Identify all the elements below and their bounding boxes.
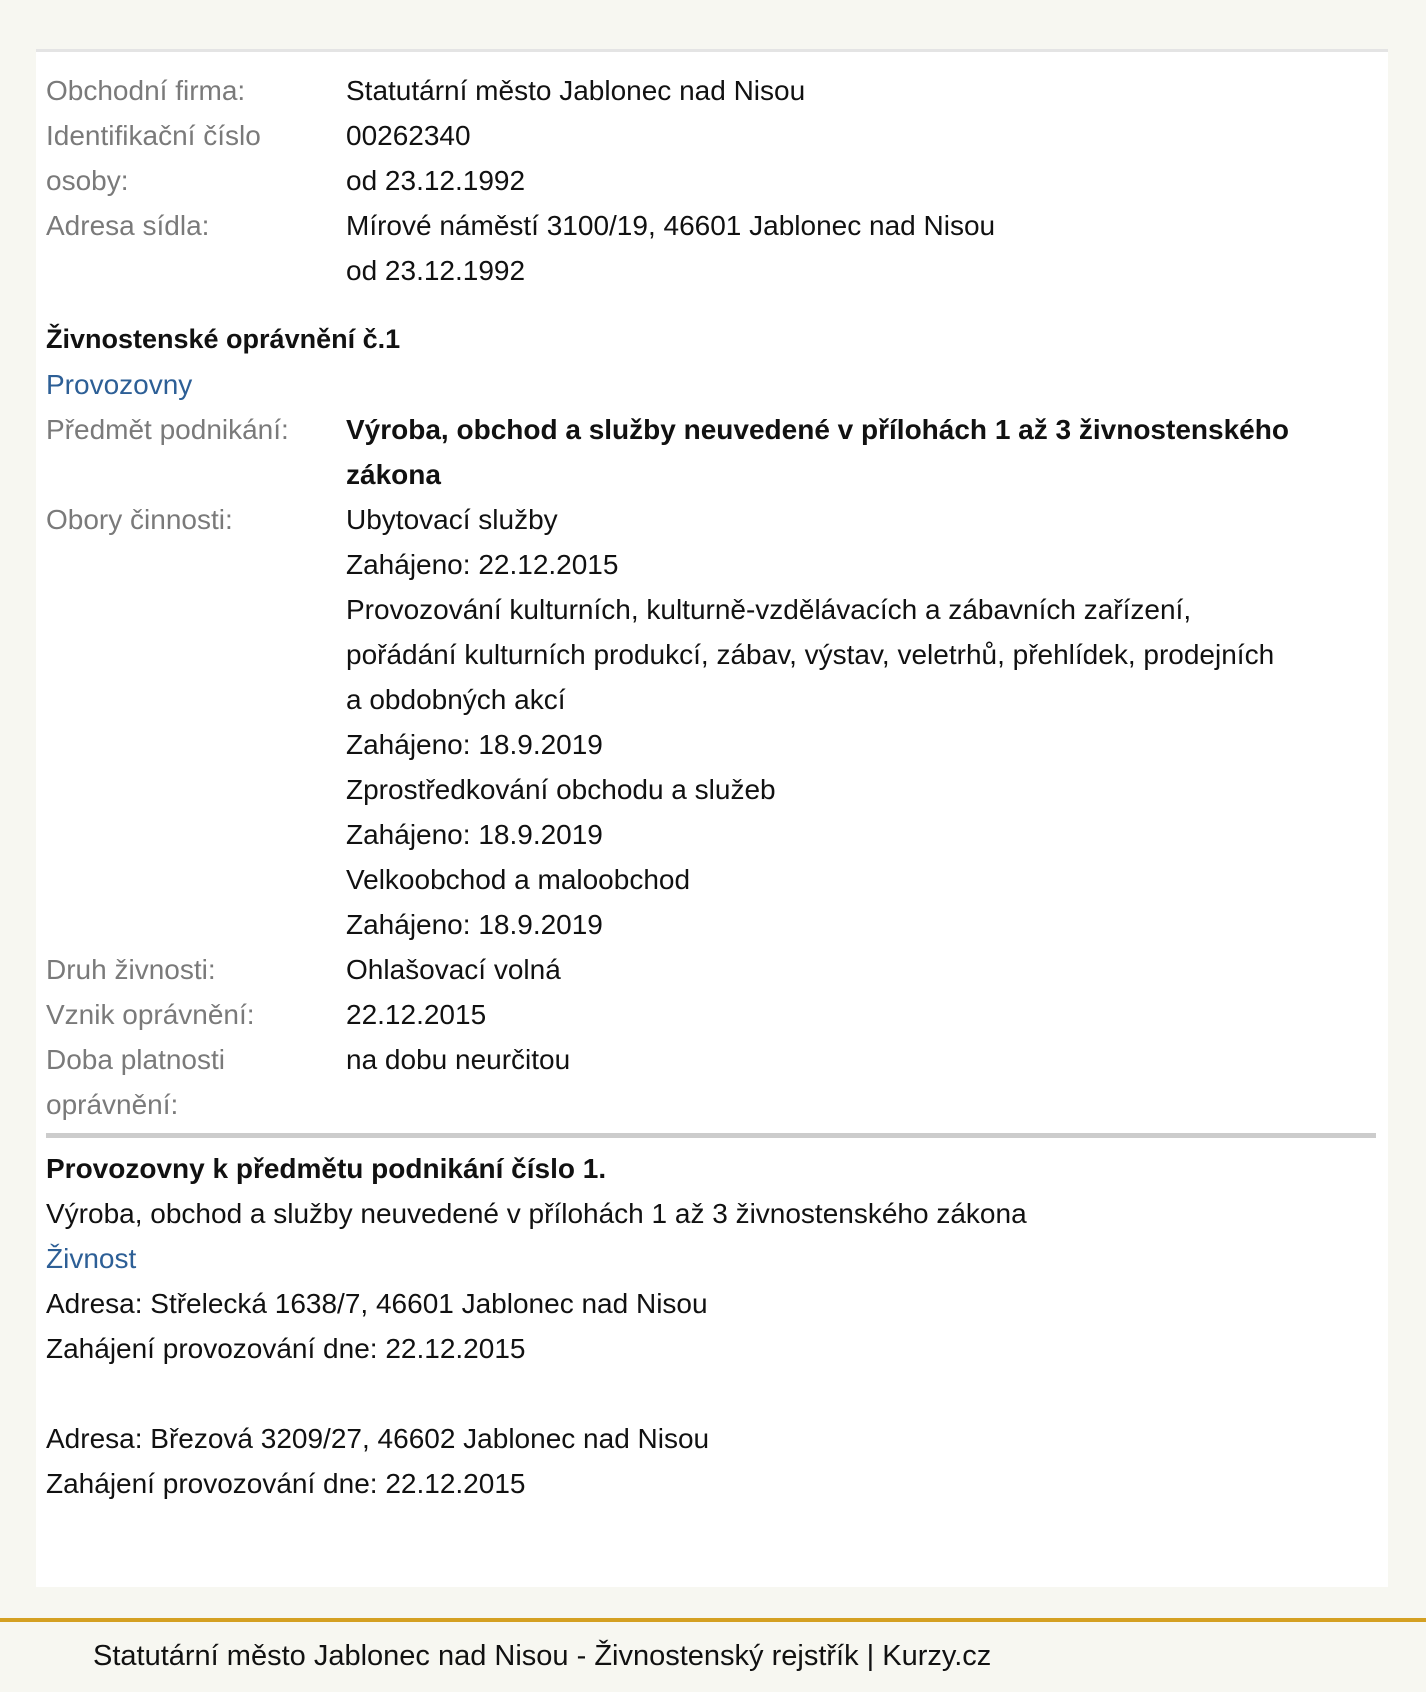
spacer bbox=[46, 1371, 1376, 1416]
zivnost-link[interactable]: Živnost bbox=[46, 1243, 137, 1274]
type-label: Druh živnosti: bbox=[46, 954, 216, 985]
fields-line: Ubytovací služby bbox=[346, 504, 558, 535]
footer-divider bbox=[0, 1618, 1426, 1622]
establishment-start: Zahájení provozování dne: 22.12.2015 bbox=[46, 1468, 526, 1499]
company-name-value: Statutární město Jablonec nad Nisou bbox=[346, 75, 806, 106]
license-title: Živnostenské oprávnění č.1 bbox=[46, 324, 401, 354]
company-id-label-cont: osoby: bbox=[46, 165, 129, 196]
establishment-address: Adresa: Střelecká 1638/7, 46601 Jablonec nad Nisou bbox=[46, 1288, 708, 1319]
company-id-label: Identifikační číslo bbox=[46, 120, 261, 151]
fields-line: a obdobných akcí bbox=[346, 684, 566, 715]
validity-label-line1: Doba platnosti bbox=[46, 1044, 226, 1075]
subject-label: Předmět podnikání: bbox=[46, 414, 289, 445]
establishment-item bbox=[46, 1281, 1376, 1371]
company-row-name bbox=[46, 68, 1376, 113]
origin-label: Vznik oprávnění: bbox=[46, 999, 255, 1030]
provozovny-link[interactable]: Provozovny bbox=[46, 369, 193, 400]
establishment-item bbox=[46, 1416, 1376, 1506]
company-row-id-since bbox=[46, 158, 1376, 203]
license-row-validity bbox=[46, 1037, 1376, 1127]
establishment-address: Adresa: Březová 3209/27, 46602 Jablonec nad Nisou bbox=[46, 1423, 710, 1454]
license-row-subject bbox=[46, 407, 1376, 497]
company-id-since-value: od 23.12.1992 bbox=[346, 165, 526, 196]
validity-label bbox=[46, 1037, 346, 1127]
company-name-label: Obchodní firma: bbox=[46, 75, 246, 106]
section-divider bbox=[46, 1133, 1376, 1138]
fields-list bbox=[346, 497, 1376, 947]
validity-value: na dobu neurčitou bbox=[346, 1044, 571, 1075]
license-row-origin bbox=[46, 992, 1376, 1037]
fields-line: Provozování kulturních, kulturně-vzdělávacích a zábavních zařízení, bbox=[346, 594, 1192, 625]
validity-label-line2: oprávnění: bbox=[46, 1089, 179, 1120]
record-panel bbox=[36, 49, 1388, 1587]
establishment-start: Zahájení provozování dne: 22.12.2015 bbox=[46, 1333, 526, 1364]
company-row-address-since bbox=[46, 248, 1376, 293]
fields-line: Zahájeno: 18.9.2019 bbox=[346, 819, 603, 850]
subject-value: Výroba, obchod a služby neuvedené v přílohách 1 až 3 živnostenského zákona bbox=[346, 414, 1289, 490]
company-row-id bbox=[46, 113, 1376, 158]
company-info bbox=[46, 68, 1376, 293]
license-row-type bbox=[46, 947, 1376, 992]
company-address-label: Adresa sídla: bbox=[46, 210, 210, 241]
fields-line: Velkoobchod a maloobchod bbox=[346, 864, 691, 895]
establishments-subject: Výroba, obchod a služby neuvedené v přílohách 1 až 3 živnostenského zákona bbox=[46, 1198, 1027, 1229]
fields-line: Zahájeno: 18.9.2019 bbox=[346, 909, 603, 940]
type-value: Ohlašovací volná bbox=[346, 954, 561, 985]
company-id-value: 00262340 bbox=[346, 120, 471, 151]
company-address-label-empty bbox=[46, 248, 346, 293]
origin-value: 22.12.2015 bbox=[346, 999, 487, 1030]
fields-line: Zahájeno: 18.9.2019 bbox=[346, 729, 603, 760]
company-address-value: Mírové náměstí 3100/19, 46601 Jablonec nad Nisou bbox=[346, 210, 996, 241]
footer-text: Statutární město Jablonec nad Nisou - Živnostenský rejstřík | Kurzy.cz bbox=[93, 1640, 992, 1672]
company-row-address bbox=[46, 203, 1376, 248]
license-row-fields bbox=[46, 497, 1376, 947]
company-address-since-value: od 23.12.1992 bbox=[346, 255, 526, 286]
fields-label: Obory činnosti: bbox=[46, 504, 233, 535]
record-inner bbox=[46, 68, 1376, 1506]
establishments-title: Provozovny k předmětu podnikání číslo 1. bbox=[46, 1153, 607, 1184]
fields-line: Zahájeno: 22.12.2015 bbox=[346, 549, 619, 580]
fields-line: pořádání kulturních produkcí, zábav, výstav, veletrhů, přehlídek, prodejních bbox=[346, 639, 1275, 670]
fields-line: Zprostředkování obchodu a služeb bbox=[346, 774, 776, 805]
